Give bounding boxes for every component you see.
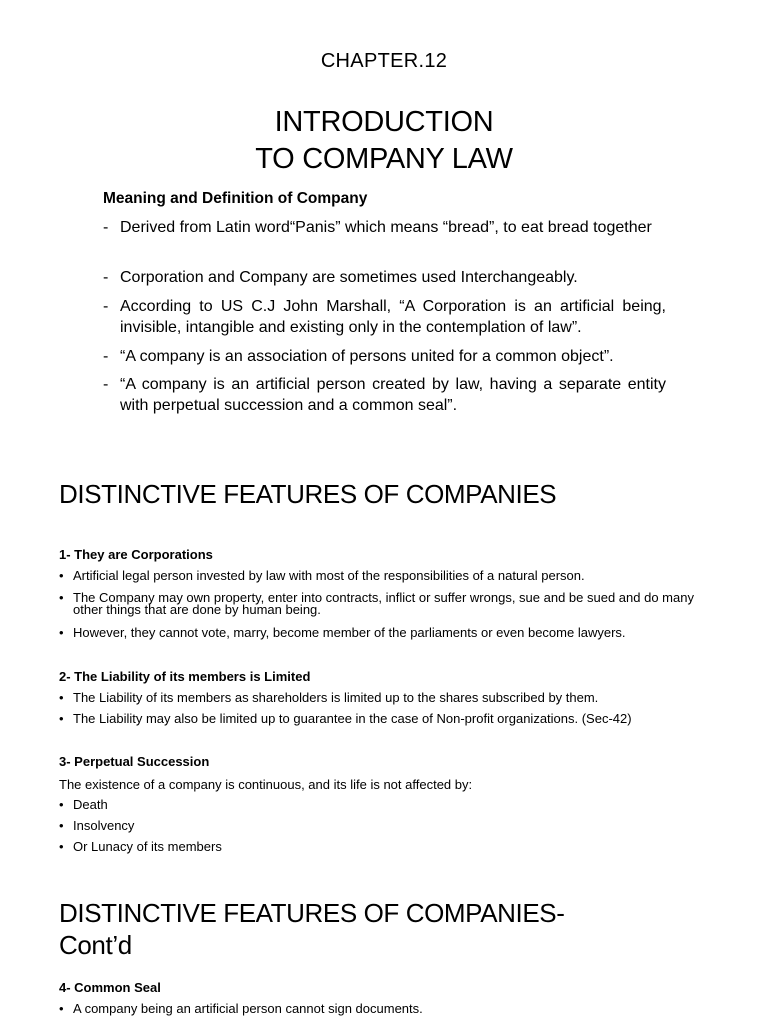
list-item: • The Company may own property, enter into contracts, inflict or suffer wrongs, sue and be sued and do many other things that are done by human being. <box>59 592 711 616</box>
chapter-label: CHAPTER.12 <box>320 50 448 72</box>
bullet-list <box>59 713 711 725</box>
section-intro: The existence of a company is continuous, and its life is not affected by: <box>59 777 473 792</box>
list-item: • The Liability may also be limited up to guarantee in the case of Non-profit organizations. (Sec-42) <box>59 713 711 725</box>
section-heading: 2- The Liability of its members is Limited <box>59 669 311 684</box>
list-item: - According to US C.J John Marshall, “A Corporation is an artificial being, invisible, intangible and existing only in the contemplation of law”. <box>103 296 666 338</box>
meaning-list <box>103 374 666 416</box>
heading-line-1: DISTINCTIVE FEATURES OF COMPANIES- <box>59 898 565 928</box>
heading-line-2: Cont’d <box>59 930 132 960</box>
features-contd-heading <box>59 897 564 961</box>
section-heading: 4- Common Seal <box>59 980 161 995</box>
title-line-1: INTRODUCTION <box>274 106 494 138</box>
list-item: • A company being an artificial person cannot sign documents. <box>59 1003 711 1015</box>
meaning-list <box>103 217 666 238</box>
bullet-list <box>59 799 711 811</box>
list-item: - “A company is an association of persons united for a common object”. <box>103 346 666 367</box>
bullet-list <box>59 1003 711 1015</box>
bullet-list <box>59 841 711 853</box>
meaning-list <box>103 296 666 338</box>
list-item: • The Liability of its members as shareholders is limited up to the shares subscribed by them. <box>59 692 711 704</box>
title-line-2: TO COMPANY LAW <box>255 143 513 175</box>
section-heading: 1- They are Corporations <box>59 547 213 562</box>
list-item: • Artificial legal person invested by law with most of the responsibilities of a natural person. <box>59 570 711 582</box>
meaning-heading: Meaning and Definition of Company <box>103 190 368 207</box>
list-item: • Or Lunacy of its members <box>59 841 711 853</box>
bullet-list <box>59 592 711 616</box>
page-title <box>0 104 768 178</box>
bullet-list <box>59 692 711 704</box>
list-item: - “A company is an artificial person created by law, having a separate entity with perpetual succession and a common seal”. <box>103 374 666 416</box>
bullet-list <box>59 627 711 639</box>
meaning-list <box>103 346 666 367</box>
list-item: • Death <box>59 799 711 811</box>
bullet-list <box>59 820 711 832</box>
list-item: - Corporation and Company are sometimes used Interchangeably. <box>103 267 666 288</box>
list-item: • Insolvency <box>59 820 711 832</box>
list-item: - Derived from Latin word“Panis” which means “bread”, to eat bread together <box>103 217 666 238</box>
bullet-list <box>59 570 711 582</box>
meaning-list <box>103 267 666 288</box>
features-heading: DISTINCTIVE FEATURES OF COMPANIES <box>59 479 557 509</box>
section-heading: 3- Perpetual Succession <box>59 754 210 769</box>
list-item: • However, they cannot vote, marry, become member of the parliaments or even become lawyers. <box>59 627 711 639</box>
